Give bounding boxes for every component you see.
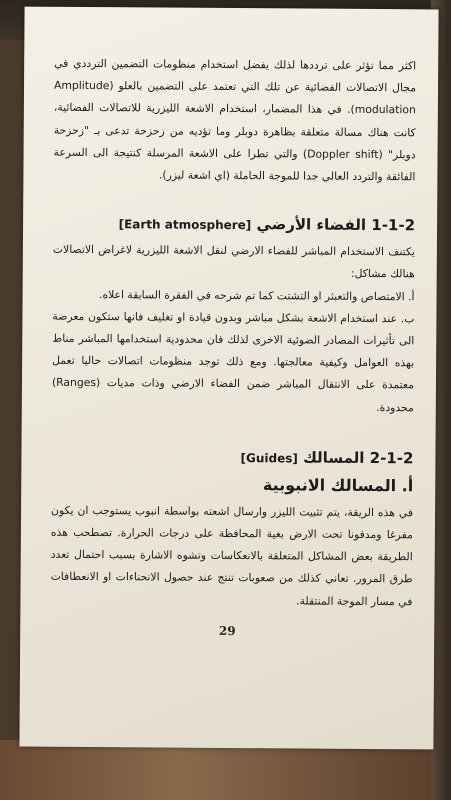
paragraph-earth-atmosphere: يكتنف الاستخدام المباشر للفضاء الارضي لنقل الاشعة الليزرية لاغراض الاتصالات هنالك مشاكل: [52, 242, 415, 281]
page-content [50, 53, 416, 613]
section-number: 2-1-2 [369, 448, 414, 468]
subheading-tube-guides: أ. المسالك الانبوبية [262, 475, 414, 496]
page-number: 29 [218, 623, 236, 639]
section-title-arabic: المسالك [303, 448, 365, 467]
section-title-english: [Earth atmosphere] [118, 217, 252, 233]
section-title-english: [Guides] [240, 450, 298, 466]
book-page [19, 7, 438, 750]
list-item-a: أ. الامتصاص والتعبثر او التشتت كما تم شرحه في الفقرة السابقة اعلاه. [98, 287, 415, 303]
paragraph-intro: اكثر مما تؤثر على ترددها لذلك يفضل استخدام منظومات التضمين الترددي في مجال الاتصالات الفضائية عن تلك التي تعتمد على التضمين بالعلو (Amplitude modulation). في هذا المضمار، استخدام الاشعة الليزرية للاتصالات الفضائية، كانت هناك مسالة متعلقة بظاهرة دوبلر وما تؤديه من زحزحة تدعى بـ "زحزحة دوبلر" (Doppler shift) والتي تطرا على الاشعة المرسلة كنتيجة الى السرعة الفائقة والتردد العالي جدا للموجة الحاملة (اي اشعة ليزر). [53, 56, 417, 184]
paragraph-tube-guides: في هذه الريقة، يتم تثبيت الليزر وارسال اشعته بواسطة انبوب يستوجب ان يكون مفرغا ومدفونا تحت الارض بغية المحافظة على درجات الحرارة. تصطحب هذه الطريقة بعض المشاكل المتعلقة بالانعكاسات وتشوه الاشارة بسبب احتمال تعدد طرق المرور. تعاني كذلك من صعوبات تنتج عند حصول الانحناءات او الانعطافات في مسار الموجة المنتقلة. [50, 503, 414, 608]
list-item-b: ب. عند استخدام الاشعة بشكل مباشر وبدون قيادة او تغليف فانها ستكون معرضة الى تأثيرات المصادر الضوئية الاخرى لذلك فان محدودية استخدامها المباشر مناط بهذه العوامل وكيفية معالجتها. ومع ذلك توجد منظومات اتصالات حاليا تعمل معتمدة على الانتقال المباشر ضمن الفضاء الارضي وذات مديات (Ranges) محدودة. [51, 309, 415, 414]
section-number: 1-1-2 [371, 216, 416, 235]
section-heading-earth-atmosphere [53, 210, 415, 240]
section-heading-guides [51, 443, 413, 473]
section-title-arabic: الفضاء الأرضي [256, 215, 367, 235]
